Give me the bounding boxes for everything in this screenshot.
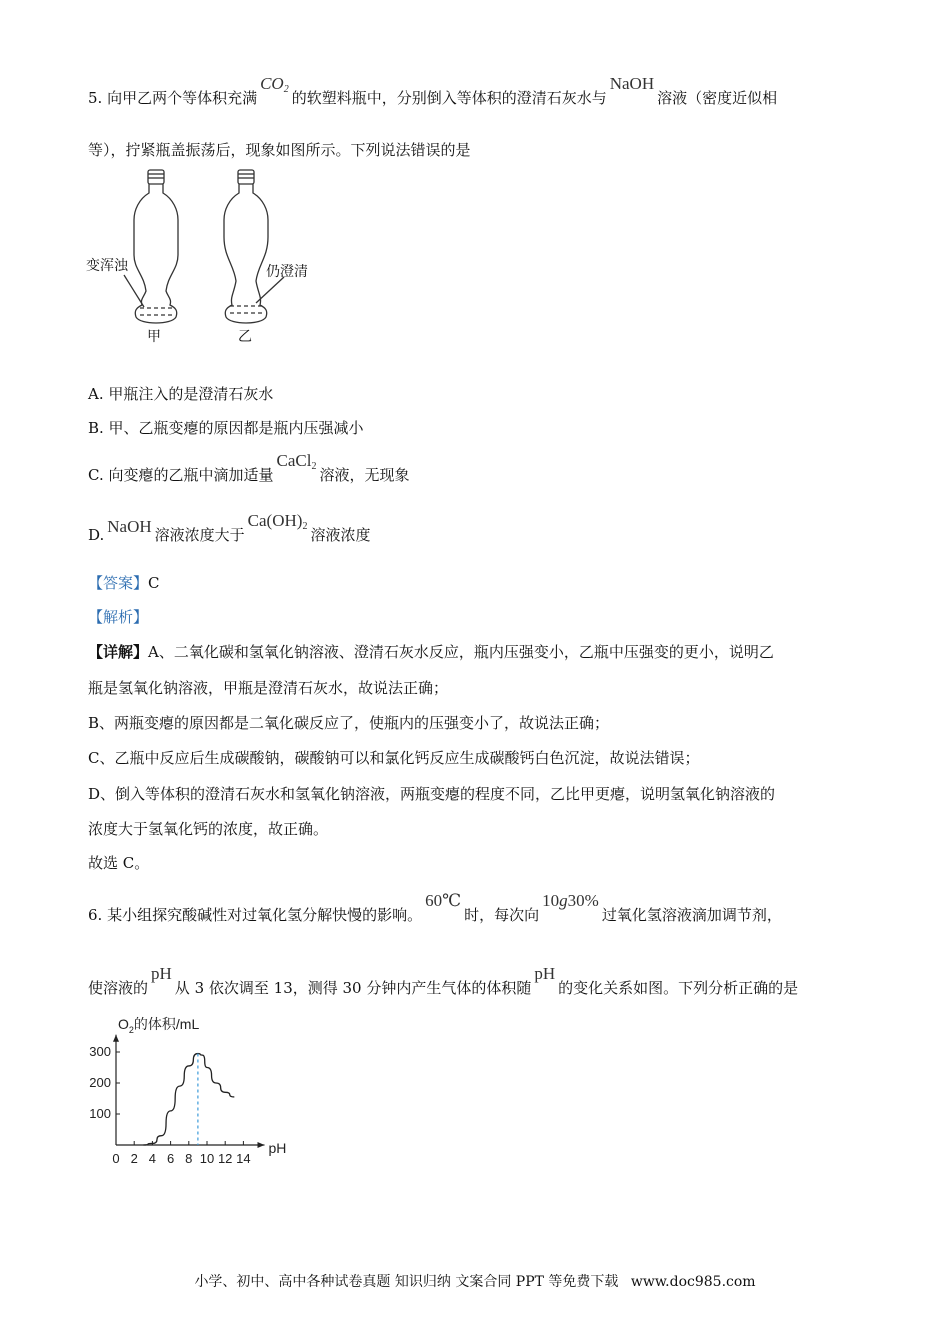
option-c: C. 向变瘪的乙瓶中滴加适量CaCl$_2$ 溶液，无现象 [88,451,410,484]
co2-formula: $CO_2$ [260,74,289,95]
x-tick-label: 8 [185,1151,193,1166]
temp-value: 60℃ [425,891,462,910]
x-tick-label: 14 [236,1151,251,1166]
q5-text: 的软塑料瓶中，分别倒入等体积的澄清石灰水与 [291,89,607,107]
x-tick-label: 2 [130,1151,138,1166]
label-turbid: 变浑浊 [86,258,128,274]
x-axis-label: pH [268,1140,287,1156]
x-tick-label: 10 [199,1151,215,1166]
q5-text: 5. 向甲乙两个等体积充满 [88,89,258,107]
option-b: B. 甲、乙瓶变瘪的原因都是瓶内压强减小 [88,419,364,437]
detail-line-7: 故选 C。 [88,854,150,872]
page-footer [0,1271,950,1291]
y-axis-arrow [113,1035,119,1042]
y-axis-label: $O_2$的体积/mL [118,1016,200,1035]
detail-line-5: D、倒入等体积的澄清石灰水和氢氧化钠溶液，两瓶变瘪的程度不同，乙比甲更瘪，说明氢氧化钠溶液的 [88,785,776,803]
option-d: D. NaOH 溶液浓度大于$Ca(OH)_2$ 溶液浓度 [88,511,371,544]
caoh2-formula: $Ca(OH)_2$ [247,511,308,532]
footer-text: 小学、初中、高中各种试卷真题 知识归纳 文案合同 PPT 等免费下载 [194,1274,619,1290]
answer-line [88,573,160,593]
answer-value: C [148,574,160,592]
q6-stem-line1: 6. 某小组探究酸碱性对过氧化氢分解快慢的影响。60℃时，每次向10g30%过氧化氢溶液滴加调节剂， [88,891,782,924]
q5-text: 溶液（密度近似相 [657,89,778,107]
bottle-label-jia: 甲 [147,329,161,345]
o2-volume-chart [80,1015,380,1175]
x-axis-arrow [258,1142,265,1148]
mass-value: 10g30% [542,891,599,910]
y-tick-label: 200 [89,1075,111,1090]
series-line [143,1054,234,1145]
bottle-yi [224,170,284,323]
detail-line-6: 浓度大于氢氧化钙的浓度，故正确。 [88,820,329,838]
q6-stem-line2: 使溶液的pH从 3 依次调至 13，测得 30 分钟内产生气体的体积随pH的变化关系如图。下列分析正确的是 [88,964,799,997]
detail-line-4: C、乙瓶中反应后生成碳酸钠，碳酸钠可以和氯化钙反应生成碳酸钙白色沉淀，故说法错误； [88,749,700,767]
y-tick-label: 100 [89,1106,111,1121]
x-tick-label: 0 [112,1151,120,1166]
ph-symbol: pH [534,964,556,983]
x-tick-label: 6 [166,1151,175,1166]
analysis-tag: 【解析】 [88,608,149,626]
bottle-label-yi: 乙 [238,329,252,345]
detail-line-1: 【详解】A、二氧化碳和氢氧化钠溶液、澄清石灰水反应，瓶内压强变小，乙瓶中压强变的更小，说明乙 [88,643,774,661]
y-tick-label: 300 [89,1044,111,1059]
detail-line-2: 瓶是氢氧化钠溶液，甲瓶是澄清石灰水，故说法正确； [88,679,449,697]
q5-stem-line2: 等），拧紧瓶盖振荡后，现象如图所示。下列说法错误的是 [88,141,471,159]
x-tick-label: 12 [217,1151,233,1166]
footer-url[interactable]: www.doc985.com [630,1274,756,1290]
x-tick-label: 4 [148,1151,157,1166]
option-a: A. 甲瓶注入的是澄清石灰水 [88,385,274,403]
q5-stem-line1 [88,74,778,114]
detail-tag: 【详解】 [88,643,149,661]
naoh-formula: NaOH [609,74,655,93]
detail-line-3: B、两瓶变瘪的原因都是二氧化碳反应了，使瓶内的压强变小了，故说法正确； [88,714,610,732]
cacl2-formula: CaCl$_2$ [276,451,317,472]
naoh-formula-d: NaOH [107,517,152,536]
answer-tag: 【答案】 [88,574,149,592]
bottle-jia [124,170,178,323]
label-clear: 仍澄清 [266,264,308,280]
ph-symbol: pH [151,964,172,983]
